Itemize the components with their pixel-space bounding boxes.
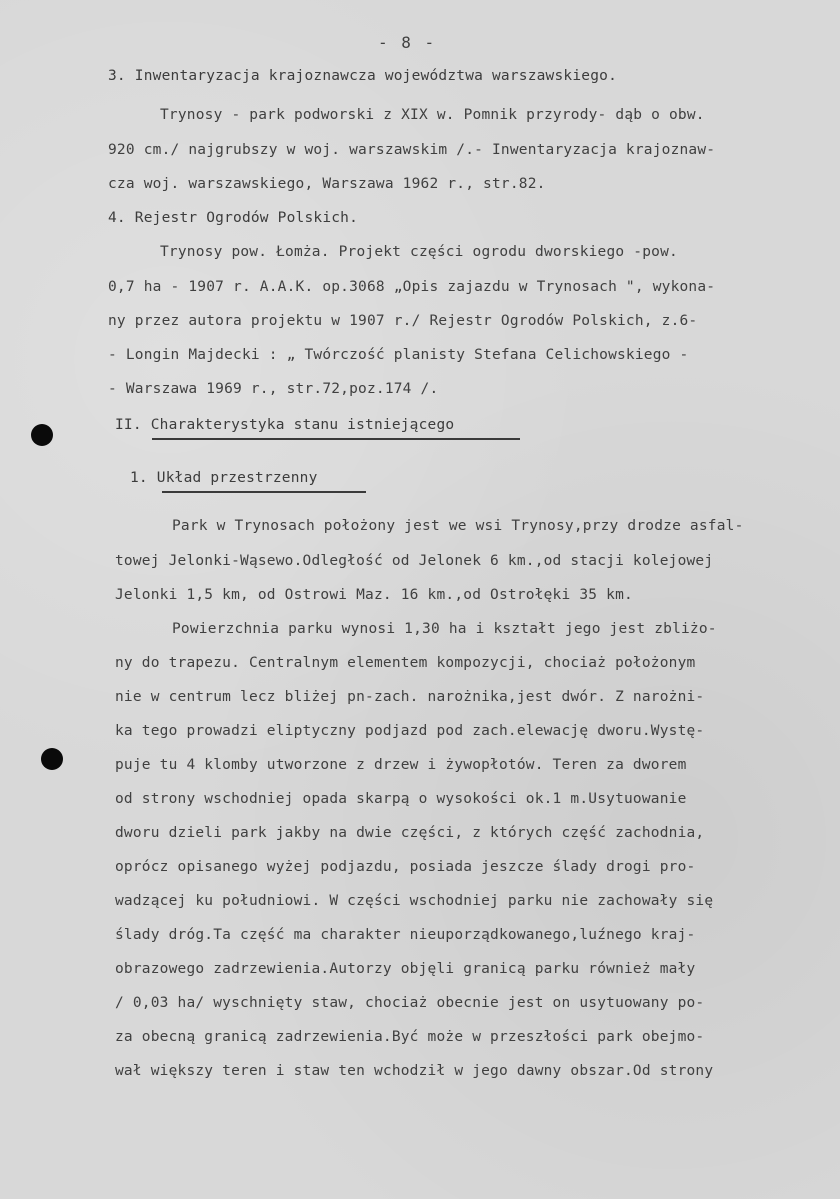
subsection-heading-underline — [162, 491, 366, 493]
body-line-6: nie w centrum lecz bliżej pn-zach. narożnika,jest dwór. Z narożni- — [115, 689, 705, 705]
page-number: - 8 - — [378, 33, 437, 52]
body-line-14: obrazowego zadrzewienia.Autorzy objęli granicą parku również mały — [115, 961, 696, 977]
punch-hole-bottom — [41, 748, 63, 770]
body-line-2: towej Jelonki-Wąsewo.Odległość od Jelonek 6 km.,od stacji kolejowej — [115, 553, 714, 569]
source-4-line-5: - Warszawa 1969 r., str.72,poz.174 /. — [108, 381, 439, 397]
body-line-12: wadzącej ku południowi. W części wschodniej parku nie zachowały się — [115, 893, 714, 909]
section-heading: II. Charakterystyka stanu istniejącego — [115, 417, 455, 433]
body-line-13: ślady dróg.Ta część ma charakter nieuporządkowanego,luźnego kraj- — [115, 927, 696, 943]
body-line-15: / 0,03 ha/ wyschnięty staw, chociaż obecnie jest on usytuowany po- — [115, 995, 705, 1011]
body-line-8: puje tu 4 klomby utworzone z drzew i żywopłotów. Teren za dworem — [115, 757, 687, 773]
body-line-17: wał większy teren i staw ten wchodził w jego dawny obszar.Od strony — [115, 1063, 714, 1079]
body-line-9: od strony wschodniej opada skarpą o wysokości ok.1 m.Usytuowanie — [115, 791, 687, 807]
source-3-heading: 3. Inwentaryzacja krajoznawcza województwa warszawskiego. — [108, 68, 617, 84]
subsection-heading: 1. Układ przestrzenny — [130, 470, 318, 486]
body-line-4: Powierzchnia parku wynosi 1,30 ha i kształt jego jest zbliżo- — [172, 621, 717, 637]
body-line-1: Park w Trynosach położony jest we wsi Trynosy,przy drodze asfal- — [172, 518, 744, 534]
source-4-line-4: - Longin Majdecki : „ Twórczość planisty Stefana Celichowskiego - — [108, 347, 689, 363]
source-4-heading: 4. Rejestr Ogrodów Polskich. — [108, 210, 359, 226]
source-3-line-3: cza woj. warszawskiego, Warszawa 1962 r., str.82. — [108, 176, 546, 192]
body-line-7: ka tego prowadzi eliptyczny podjazd pod zach.elewację dworu.Wystę- — [115, 723, 705, 739]
body-line-5: ny do trapezu. Centralnym elementem kompozycji, chociaż położonym — [115, 655, 696, 671]
source-4-line-2: 0,7 ha - 1907 r. A.A.K. op.3068 „Opis zajazdu w Trynosach ", wykona- — [108, 279, 716, 295]
body-line-16: za obecną granicą zadrzewienia.Być może w przeszłości park obejmo- — [115, 1029, 705, 1045]
body-line-3: Jelonki 1,5 km, od Ostrowi Maz. 16 km.,od Ostrołęki 35 km. — [115, 587, 633, 603]
body-line-11: oprócz opisanego wyżej podjazdu, posiada jeszcze ślady drogi pro- — [115, 859, 696, 875]
source-4-line-1: Trynosy pow. Łomża. Projekt części ogrodu dworskiego -pow. — [160, 244, 678, 260]
source-4-line-3: ny przez autora projektu w 1907 r./ Rejestr Ogrodów Polskich, z.6- — [108, 313, 698, 329]
source-3-line-2: 920 cm./ najgrubszy w woj. warszawskim /.- Inwentaryzacja krajoznaw- — [108, 142, 716, 158]
body-line-10: dworu dzieli park jakby na dwie części, z których część zachodnia, — [115, 825, 705, 841]
section-heading-underline — [152, 438, 520, 440]
source-3-line-1: Trynosy - park podworski z XIX w. Pomnik przyrody- dąb o obw. — [160, 107, 705, 123]
punch-hole-top — [31, 424, 53, 446]
